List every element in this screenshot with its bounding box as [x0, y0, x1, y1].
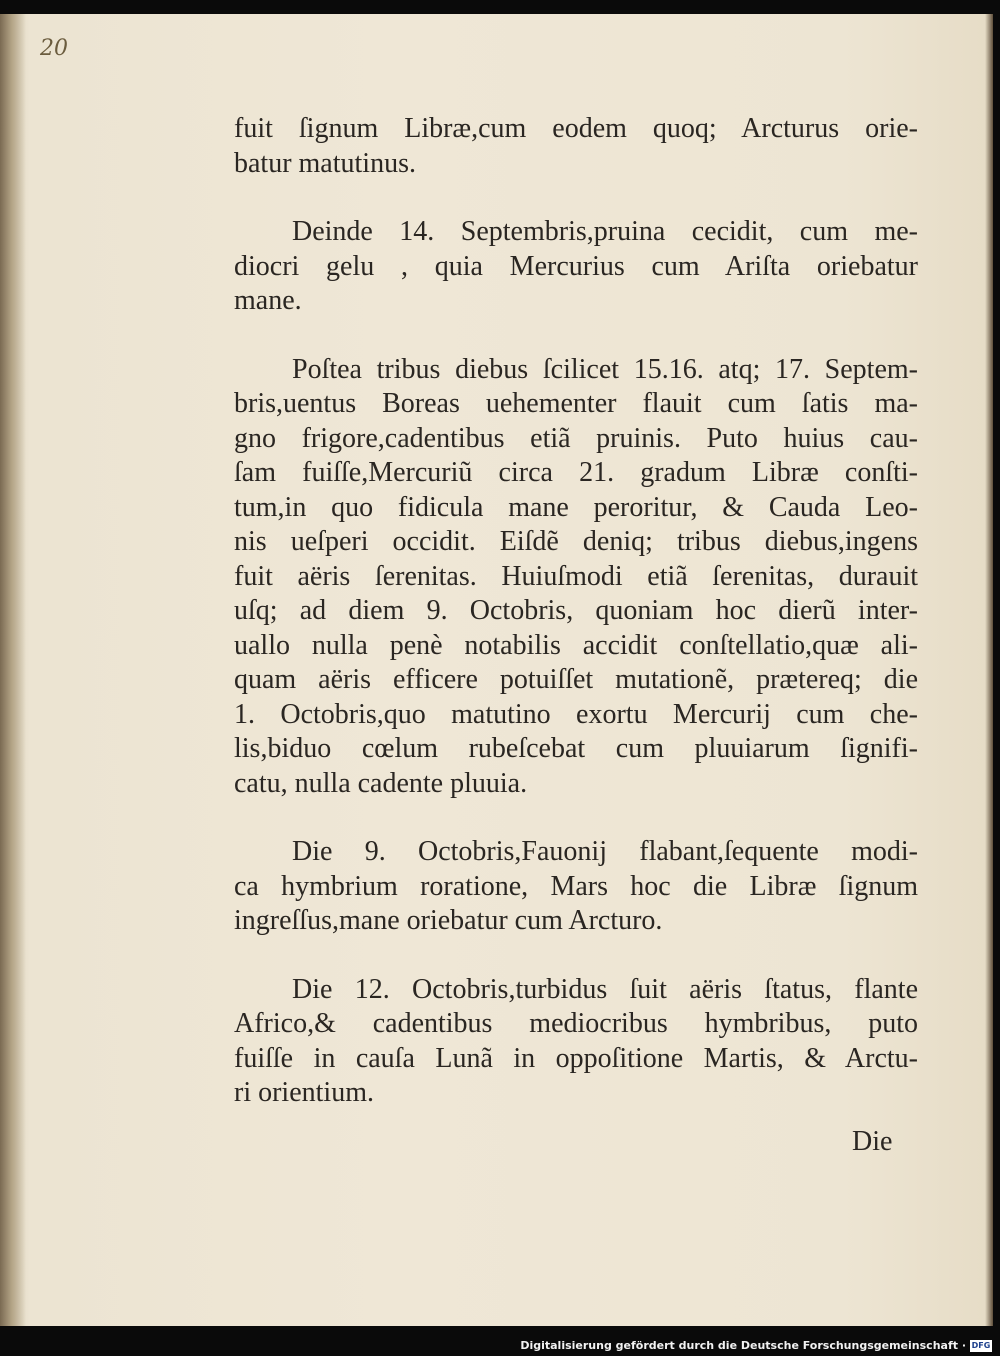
gutter-shadow — [0, 14, 26, 1326]
text-line: 1. Octobris,quo matutino exortu Mercurij cum che- — [234, 698, 918, 730]
text-line: ri orientium. — [234, 1077, 374, 1108]
funding-credit: Digitalisierung gefördert durch die Deutsche Forschungsgemeinschaft · — [520, 1339, 966, 1352]
paragraph — [234, 973, 918, 1111]
text-line: quam aëris efficere potuiſſet mutationẽ, prætereq; die — [234, 664, 918, 695]
catchword: Die — [852, 1126, 893, 1157]
paragraph — [234, 215, 918, 319]
page-edge — [985, 14, 993, 1326]
text-line: fuit ſignum Libræ,cum eodem quoq; Arcturus orie- — [234, 113, 918, 144]
text-line: tum,in quo fidicula mane peroritur, & Cauda Leo- — [234, 491, 918, 523]
text-line: ſam fuiſſe,Mercuriũ circa 21. gradum Libræ conſti- — [234, 457, 918, 488]
text-line: nis ueſperi occidit. Eiſdẽ deniq; tribus diebus,ingens — [234, 526, 918, 557]
book-page — [0, 14, 993, 1326]
page-number: 20 — [40, 36, 68, 61]
text-line: Deinde 14. Septembris,pruina cecidit, cum me- — [292, 216, 918, 247]
text-line: uallo nulla penè notabilis accidit conſtellatio,quæ ali- — [234, 629, 918, 661]
text-line: bris,uentus Boreas uehementer flauit cum ſatis ma- — [234, 388, 918, 419]
text-line: Africo,& cadentibus mediocribus hymbribus, puto — [234, 1008, 918, 1039]
text-line: ingreſſus,mane oriebatur cum Arcturo. — [234, 905, 663, 936]
paragraph — [234, 112, 918, 181]
text-line: gno frigore,cadentibus etiã pruinis. Puto huius cau- — [234, 422, 918, 454]
text-line: Die 12. Octobris,turbidus ſuit aëris ſtatus, flante — [292, 973, 918, 1005]
text-line: uſq; ad diem 9. Octobris, quoniam hoc dierũ inter- — [234, 595, 918, 626]
main-text — [234, 112, 918, 1145]
text-line: diocri gelu , quia Mercurius cum Ariſta oriebatur — [234, 250, 918, 282]
text-line: Die 9. Octobris,Fauonij flabant,ſequente modi- — [292, 836, 918, 867]
text-line: mane. — [234, 285, 302, 316]
text-line: fuit aëris ſerenitas. Huiuſmodi etiã ſerenitas, durauit — [234, 560, 918, 592]
dfg-logo-icon: DFG — [971, 1341, 991, 1350]
text-line: lis,biduo cœlum rubeſcebat cum pluuiarum ſignifi- — [234, 733, 918, 764]
text-line: ca hymbrium roratione, Mars hoc die Libræ ſignum — [234, 870, 918, 902]
text-line: fuiſſe in cauſa Lunã in oppoſitione Martis, & Arctu- — [234, 1042, 918, 1074]
text-line: Poſtea tribus diebus ſcilicet 15.16. atq; 17. Septem- — [292, 353, 918, 385]
text-line: catu, nulla cadente pluuia. — [234, 767, 528, 799]
paragraph — [234, 835, 918, 939]
paragraph — [234, 353, 918, 802]
text-line: batur matutinus. — [234, 147, 416, 179]
